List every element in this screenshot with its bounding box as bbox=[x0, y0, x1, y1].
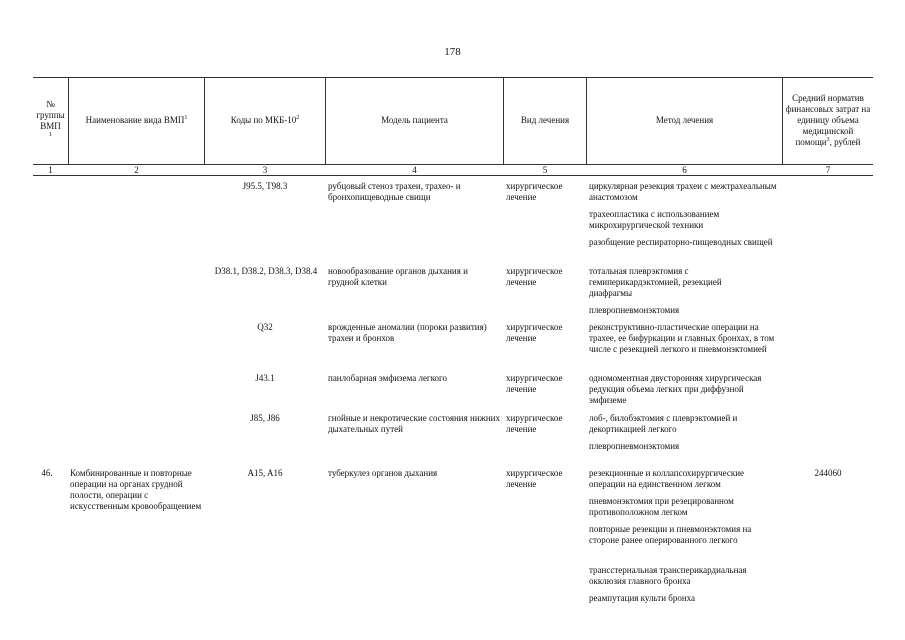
row-patient-model: гнойные и некротические состояния нижних дыхательных путей bbox=[328, 413, 500, 434]
row-treatment-method: лоб-, билобэктомия с плеврэктомией и декортикацией легкого bbox=[589, 413, 738, 434]
row-treatment-method: повторные резекции и пневмонэктомия на стороне ранее оперированного легкого bbox=[589, 524, 752, 545]
column-number: 2 bbox=[134, 165, 139, 175]
header-patient-model: Модель пациента bbox=[381, 115, 448, 125]
row-patient-model: рубцовый стеноз трахеи, трахео- и бронхопищеводные свищи bbox=[328, 181, 461, 202]
row-treatment-type: хирургическое лечение bbox=[506, 181, 563, 202]
row-treatment-method: реконструктивно-пластические операции на трахее, ее бифуркации и главных бронхах, в том числе с резекцией легкого и пневмонэктомией bbox=[589, 322, 775, 354]
row-treatment-method: одномоментная двусторонняя хирургическая редукция объема легких при диффузной эмфиземе bbox=[589, 373, 762, 405]
row-patient-model: панлобарная эмфизема легкого bbox=[328, 373, 448, 383]
header-treatment-type: Вид лечения bbox=[520, 115, 570, 125]
row-icd-codes: J85, J86 bbox=[250, 413, 280, 423]
row-treatment-method: разобщение респираторно-пищеводных свищей bbox=[589, 237, 773, 247]
column-number: 3 bbox=[262, 165, 268, 175]
row-treatment-method: трахеопластика с использованием микрохирургической техники bbox=[589, 209, 720, 230]
row-treatment-type: хирургическое лечение bbox=[506, 322, 563, 343]
row-icd-codes: A15, A16 bbox=[247, 468, 283, 478]
column-number: 6 bbox=[682, 165, 687, 175]
row-treatment-method: тотальная плеврэктомия с гемиперикардэктомией, резекцией диафрагмы bbox=[589, 266, 722, 298]
column-number: 4 bbox=[412, 165, 417, 175]
row-treatment-type: хирургическое лечение bbox=[506, 468, 563, 489]
header-icd-codes: Коды по МКБ-$10^2$ bbox=[230, 115, 300, 125]
row-treatment-type: хирургическое лечение bbox=[506, 266, 563, 287]
column-number: 1 bbox=[48, 165, 53, 175]
row-icd-codes: D38.1, D38.2, D38.3, D38.4 bbox=[214, 266, 318, 276]
header-vmp-name: Наименование вида ВМП$^1$ bbox=[85, 115, 188, 125]
row-treatment-method: циркулярная резекция трахеи с межтрахеальным анастомозом bbox=[589, 181, 777, 202]
row-treatment-method: реампутация культи бронха bbox=[589, 593, 696, 603]
row-treatment-method: плевропневмонэктомия bbox=[589, 441, 680, 451]
row-icd-codes: Q32 bbox=[257, 322, 273, 332]
row-treatment-type: хирургическое лечение bbox=[506, 413, 563, 434]
row-treatment-method: пневмонэктомия при резецированном противоположном легком bbox=[589, 496, 734, 517]
row-icd-codes: J95.5, T98.3 bbox=[242, 181, 288, 191]
column-numbers-bottom-border bbox=[33, 175, 873, 176]
header-average-cost: Средний норматив финансовых затрат на единицу объема медицинской помощи$^3$, рублей bbox=[785, 93, 871, 147]
header-treatment-method: Метод лечения bbox=[655, 115, 714, 125]
row-patient-model: новообразование органов дыхания и грудной клетки bbox=[328, 266, 468, 287]
column-number: 5 bbox=[542, 165, 548, 175]
page-number: 178 bbox=[444, 46, 461, 58]
row-treatment-method: резекционные и коллапсохирургические операции на единственном легком bbox=[589, 468, 745, 489]
row-patient-model: врожденные аномалии (пороки развития) трахеи и бронхов bbox=[328, 322, 487, 343]
row-group-number: 46. bbox=[41, 468, 53, 478]
row-treatment-method: трансстернальная трансперикардиальная окклюзия главного бронха bbox=[589, 565, 747, 586]
row-icd-codes: J43.1 bbox=[255, 373, 275, 383]
row-patient-model: туберкулез органов дыхания bbox=[328, 468, 438, 478]
column-number: 7 bbox=[825, 165, 831, 175]
row-average-cost: 244060 bbox=[814, 468, 842, 478]
row-treatment-type: хирургическое лечение bbox=[506, 373, 563, 394]
row-treatment-method: плевропневмонэктомия bbox=[589, 305, 680, 315]
header-group-number: № группы ВМП $^1$ bbox=[36, 98, 65, 138]
row-vmp-name: Комбинированные и повторные операции на органах грудной полости, операции с искусственным кровообращением bbox=[70, 468, 202, 511]
